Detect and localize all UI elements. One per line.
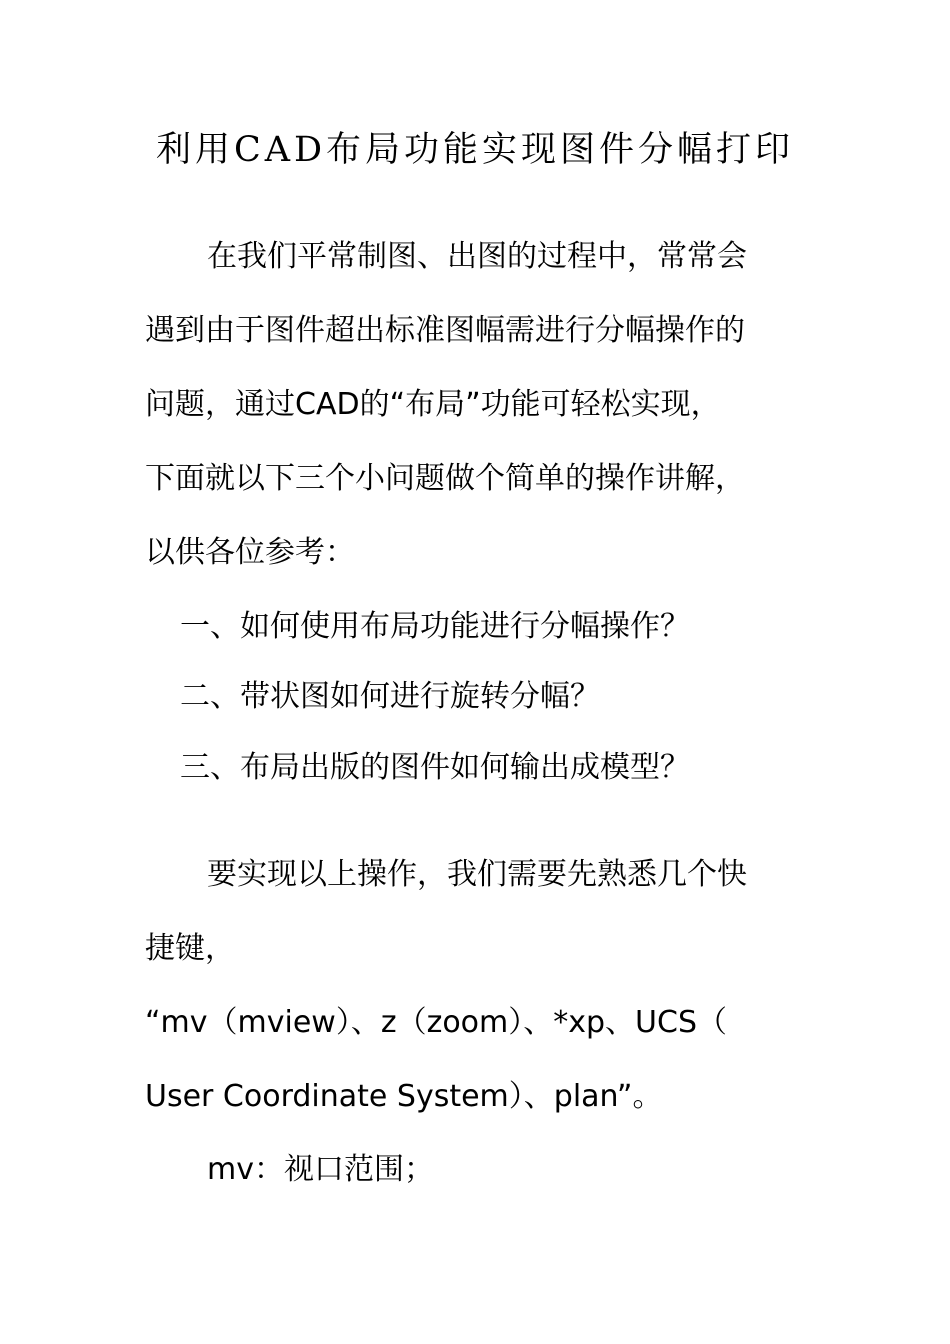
question-item: 一、如何使用布局功能进行分幅操作？ (180, 609, 690, 644)
paragraph-line: 以供各位参考： (145, 535, 355, 570)
paragraph-line: “mv（mview）、z（zoom）、*xp、UCS（ (145, 1005, 727, 1040)
paragraph-line: 要实现以上操作，我们需要先熟悉几个快 (207, 857, 747, 892)
mv-definition: mv：视口范围； (207, 1152, 434, 1187)
paragraph-line: 下面就以下三个小问题做个简单的操作讲解， (145, 461, 745, 496)
paragraph-line: 遇到由于图件超出标准图幅需进行分幅操作的 (145, 313, 745, 348)
question-item: 二、带状图如何进行旋转分幅？ (180, 679, 600, 714)
paragraph-line: 问题，通过CAD的“布局”功能可轻松实现， (145, 387, 721, 422)
paragraph-line: User Coordinate System）、plan”。 (145, 1079, 663, 1114)
question-item: 三、布局出版的图件如何输出成模型？ (180, 750, 690, 785)
paragraph-line: 捷键， (145, 931, 235, 966)
document-title: 利用CAD布局功能实现图件分幅打印 (155, 130, 795, 170)
paragraph-line: 在我们平常制图、出图的过程中，常常会 (207, 239, 747, 274)
